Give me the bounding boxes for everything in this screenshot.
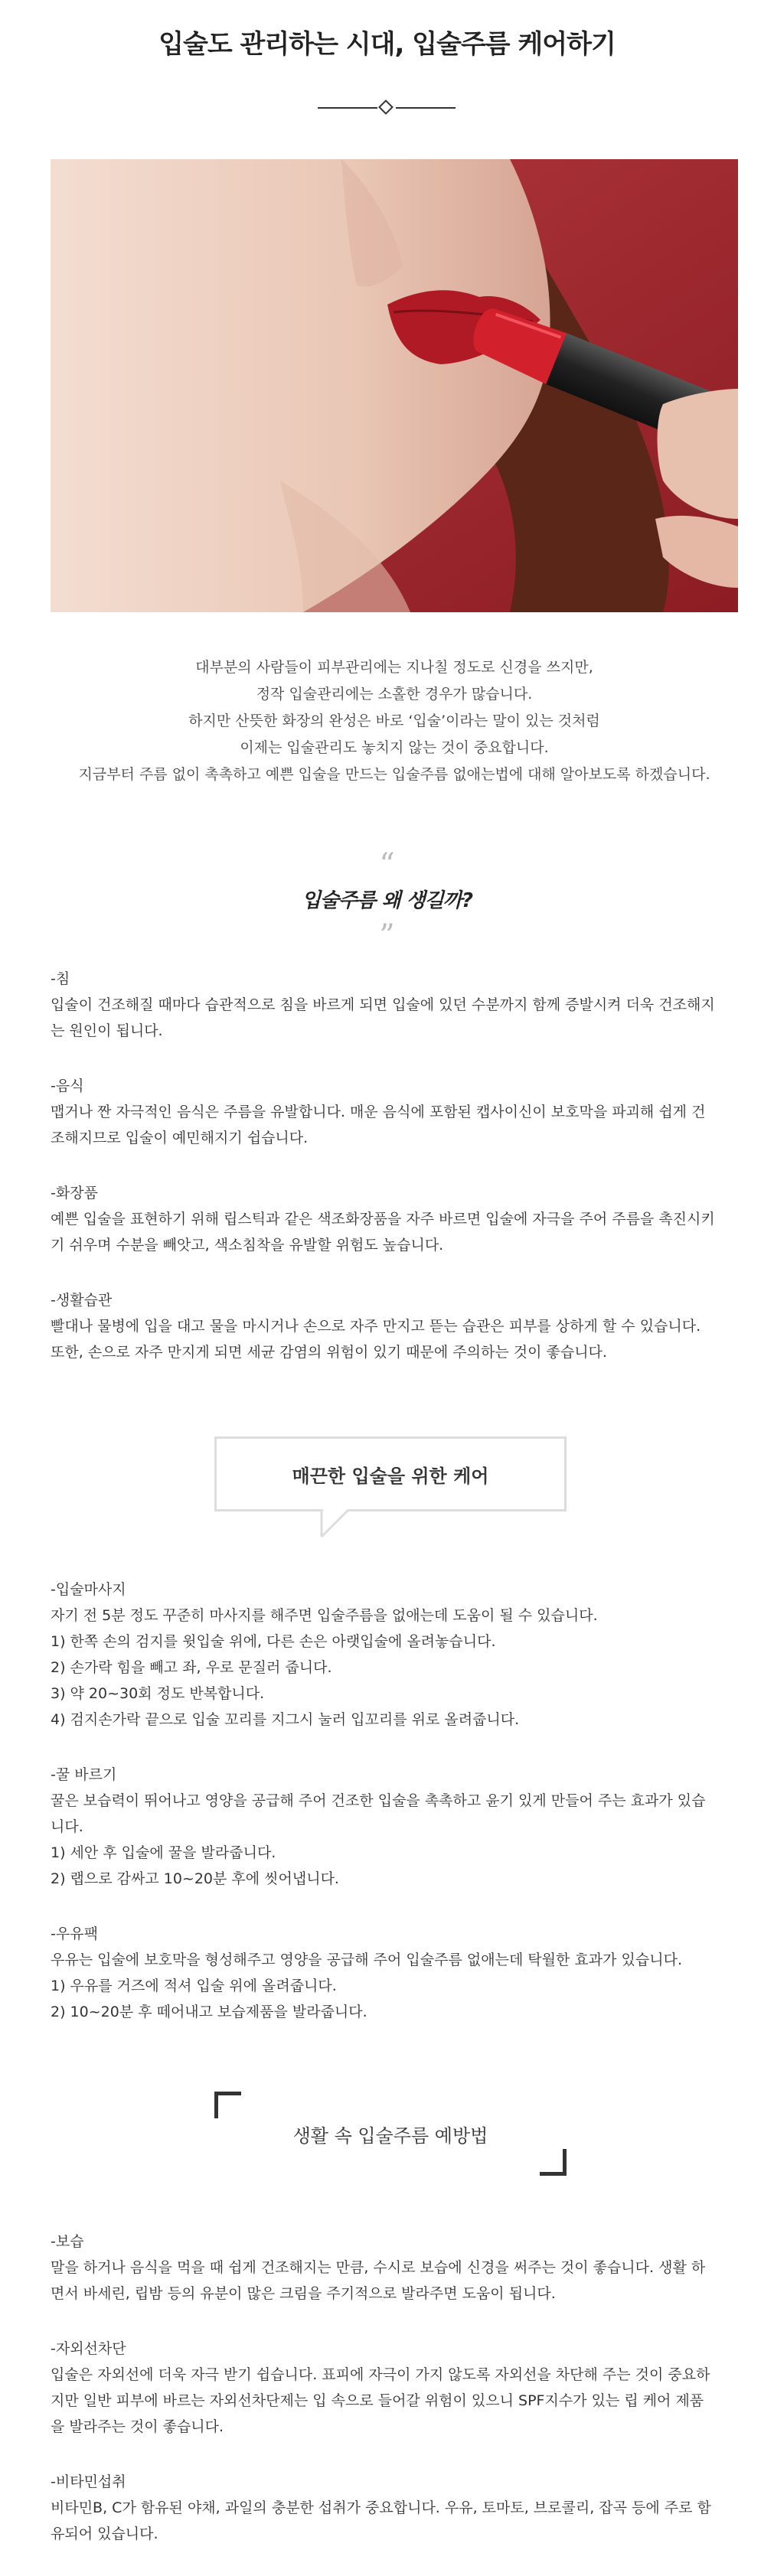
item-line: 맵거나 짠 자극적인 음식은 주름을 유발합니다. 매운 음식에 포함된 캡사이신이 보호막을 파괴해 쉽게 건: [51, 1104, 706, 1120]
item-title: -비타민섭취: [51, 2473, 126, 2490]
section-heading-prevention: [214, 2092, 567, 2176]
item-body: [51, 2255, 738, 2307]
item-body: [51, 1313, 738, 1365]
item-title: -자외선차단: [51, 2340, 126, 2357]
item-line: 을 발라주는 것이 좋습니다.: [51, 2418, 224, 2435]
corner-bracket-icon: [214, 2092, 241, 2118]
causes-list: [51, 966, 738, 1394]
list-item: [51, 2469, 738, 2547]
speech-bubble-tail: [318, 1509, 355, 1540]
item-title: -생활습관: [51, 1292, 113, 1309]
intro-line: 지금부터 주름 없이 촉촉하고 예쁜 입술을 만드는 입술주름 없애는법에 대해 알아보도록 하겠습니다.: [78, 766, 710, 783]
item-line: 1) 우유를 거즈에 적셔 입술 위에 올려줍니다.: [51, 1978, 337, 1994]
intro-line: 정작 입술관리에는 소홀한 경우가 많습니다.: [256, 686, 533, 703]
item-line: 말을 하거나 음식을 먹을 때 쉽게 건조해지는 만큼, 수시로 보습에 신경을 써주는 것이 좋습니다. 생활 하: [51, 2259, 706, 2276]
item-body: [51, 1947, 738, 2025]
hero-image-lipstick: [51, 159, 738, 612]
list-item: [51, 1921, 738, 2025]
care-list: [51, 1577, 738, 2054]
intro-line: 하지만 산뜻한 화장의 완성은 바로 ‘입술’이라는 말이 있는 것처럼: [188, 712, 600, 729]
item-title: -침: [51, 970, 70, 987]
item-body: [51, 2362, 738, 2440]
item-body: [51, 992, 738, 1044]
item-line: 니다.: [51, 1818, 83, 1835]
page-title: 입술도 관리하는 시대, 입술주름 케어하기: [158, 29, 616, 60]
item-body: [51, 1603, 738, 1733]
item-line: 꿀은 보습력이 뛰어나고 영양을 공급해 주어 건조한 입술을 촉촉하고 윤기 있게 만들어 주는 효과가 있습: [51, 1792, 706, 1809]
item-line: 비타민B, C가 함유된 야채, 과일의 충분한 섭취가 중요합니다. 우유, 토마토, 브로콜리, 잡곡 등에 주로 함: [51, 2499, 711, 2516]
item-line: 4) 검지손가락 끝으로 입술 꼬리를 지그시 눌러 입꼬리를 위로 올려줍니다.: [51, 1711, 520, 1728]
title-divider: [318, 99, 456, 116]
item-body: [51, 2495, 738, 2547]
item-line: 면서 바세린, 립밤 등의 유분이 많은 크림을 주기적으로 발라주면 도움이 됩니다.: [51, 2285, 556, 2302]
lipstick-illustration: [51, 159, 738, 612]
item-line: 1) 세안 후 입술에 꿀을 발라줍니다.: [51, 1844, 276, 1861]
item-line: 조해지므로 입술이 예민해지기 쉽습니다.: [51, 1130, 309, 1146]
item-title: -음식: [51, 1078, 84, 1094]
intro-line: 대부분의 사람들이 피부관리에는 지나칠 정도로 신경을 쓰지만,: [195, 659, 593, 676]
item-line: 2) 랩으로 감싸고 10~20분 후에 씻어냅니다.: [51, 1870, 339, 1887]
open-quote-icon: “: [379, 847, 395, 882]
item-line: 1) 한쪽 손의 검지를 윗입술 위에, 다른 손은 아랫입술에 올려놓습니다.: [51, 1633, 496, 1650]
item-line: 2) 10~20분 후 떼어내고 보습제품을 발라줍니다.: [51, 2004, 367, 2020]
item-title: -꿀 바르기: [51, 1766, 117, 1783]
item-title: -보습: [51, 2233, 84, 2250]
list-item: [51, 1180, 738, 1258]
list-item: [51, 1287, 738, 1365]
item-title: -화장품: [51, 1185, 98, 1202]
section-heading-prevention-label: 생활 속 입술주름 예방법: [292, 2124, 488, 2147]
item-line: 3) 약 20~30회 정도 반복합니다.: [51, 1685, 265, 1702]
item-line: 는 원인이 됩니다.: [51, 1022, 163, 1039]
item-body: [51, 1099, 738, 1151]
item-line: 입술이 건조해질 때마다 습관적으로 침을 바르게 되면 입술에 있던 수분까지 함께 증발시켜 더욱 건조해지: [51, 996, 715, 1013]
item-line: 입술은 자외선에 더욱 자극 받기 쉽습니다. 표피에 자극이 가지 않도록 자외선을 차단해 주는 것이 중요하: [51, 2366, 710, 2383]
item-line: 지만 일반 피부에 바르는 자외선차단제는 입 속으로 들어갈 위험이 있으니 SPF지수가 있는 립 케어 제품: [51, 2392, 704, 2409]
section-heading-causes: 입술주름 왜 생길까?: [301, 889, 473, 912]
item-line: 기 쉬우며 수분을 빼앗고, 색소침착을 유발할 위험도 높습니다.: [51, 1237, 444, 1254]
prevention-list: [51, 2229, 738, 2576]
quote-heading: [0, 847, 774, 954]
list-item: [51, 2229, 738, 2307]
intro-line: 이제는 입술관리도 놓치지 않는 것이 중요합니다.: [240, 739, 549, 756]
item-line: 2) 손가락 힘을 빼고 좌, 우로 문질러 줍니다.: [51, 1659, 332, 1676]
item-line: 우유는 입술에 보호막을 형성해주고 영양을 공급해 주어 입술주름 없애는데 탁월한 효과가 있습니다.: [51, 1952, 682, 1968]
item-body: [51, 1788, 738, 1892]
item-body: [51, 1206, 738, 1258]
item-line: 예쁜 입술을 표현하기 위해 립스틱과 같은 색조화장품을 자주 바르면 입술에 자극을 주어 주름을 촉진시키: [51, 1211, 715, 1228]
item-line: 빨대나 물병에 입을 대고 물을 마시거나 손으로 자주 만지고 뜯는 습관은 피부를 상하게 할 수 있습니다.: [51, 1318, 701, 1335]
item-title: -우유팩: [51, 1925, 98, 1942]
item-line: 유되어 있습니다.: [51, 2525, 158, 2542]
list-item: [51, 1762, 738, 1892]
section-heading-care: 매끈한 입술을 위한 케어: [214, 1436, 567, 1511]
item-line: 또한, 손으로 자주 만지게 되면 세균 감염의 위험이 있기 때문에 주의하는 것이 좋습니다.: [51, 1344, 607, 1361]
intro-text: [51, 654, 738, 788]
list-item: [51, 2336, 738, 2440]
item-title: -입술마사지: [51, 1581, 126, 1598]
item-line: 자기 전 5분 정도 꾸준히 마사지를 해주면 입술주름을 없애는데 도움이 될 수 있습니다.: [51, 1607, 598, 1624]
list-item: [51, 1577, 738, 1733]
close-quote-icon: ”: [379, 918, 395, 954]
list-item: [51, 966, 738, 1044]
corner-bracket-icon: [540, 2149, 567, 2176]
list-item: [51, 1073, 738, 1151]
